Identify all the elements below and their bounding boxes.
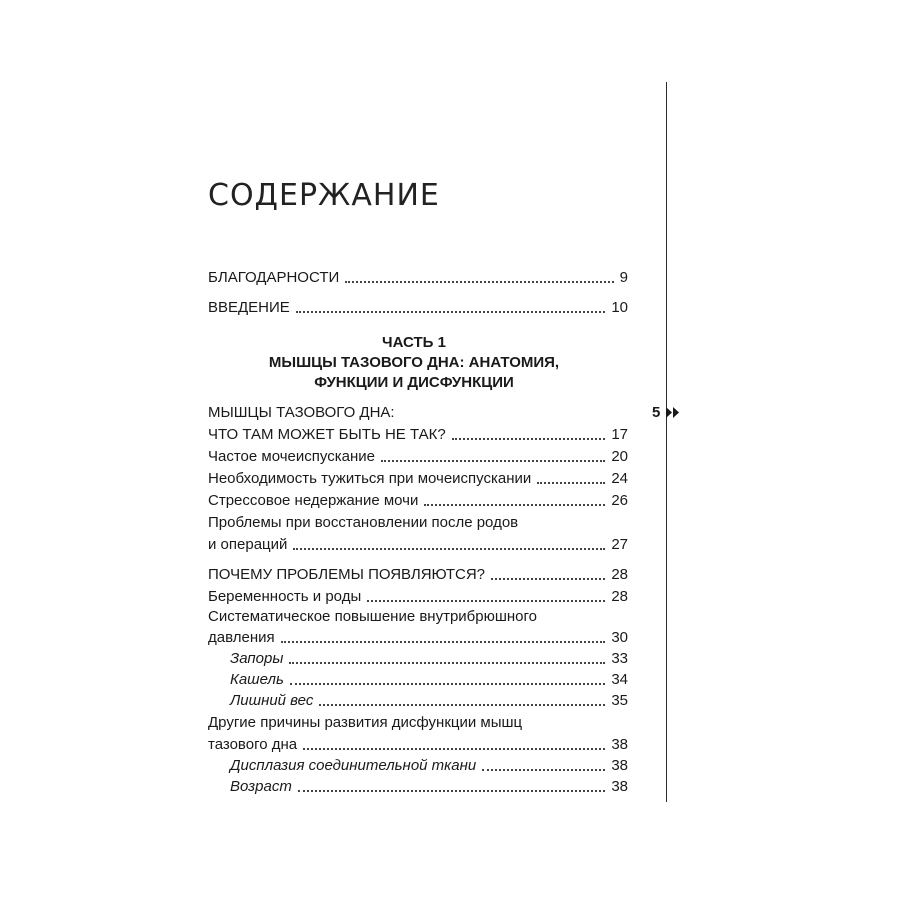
toc-subentry[interactable] xyxy=(230,648,628,670)
page-title: СОДЕРЖАНИЕ xyxy=(208,178,440,213)
dot-leader xyxy=(293,548,605,550)
dot-leader xyxy=(296,311,606,313)
toc-entry-label: давления xyxy=(208,629,275,646)
dot-leader xyxy=(298,790,605,792)
toc-entry-label: Беременность и роды xyxy=(208,588,362,605)
toc-entry-label-line: Другие причины развития дисфункции мышц xyxy=(208,714,523,731)
dot-leader xyxy=(303,748,605,750)
dot-leader xyxy=(290,683,605,685)
dot-leader xyxy=(491,578,605,580)
toc-entry[interactable] xyxy=(208,267,628,289)
dot-leader xyxy=(482,769,605,771)
toc-entry-label: Частое мочеиспускание xyxy=(208,448,375,465)
toc-subentry[interactable] xyxy=(230,776,628,798)
toc-entry-label: Кашель xyxy=(230,671,284,688)
toc-entry[interactable] xyxy=(208,627,628,649)
dot-leader xyxy=(424,504,605,506)
toc-entry-label: Стрессовое недержание мочи xyxy=(208,492,419,509)
toc-entry-label: Возраст xyxy=(230,778,292,795)
dot-leader xyxy=(281,641,606,643)
toc-entry-label: Лишний вес xyxy=(230,692,314,709)
toc-entry-label: ЧТО ТАМ МОЖЕТ БЫТЬ НЕ ТАК? xyxy=(208,426,446,443)
dot-leader xyxy=(381,460,605,462)
toc-entry-label-line: Проблемы при восстановлении после родов xyxy=(208,514,519,531)
dot-leader xyxy=(289,662,605,664)
toc-entry[interactable] xyxy=(208,734,628,756)
page-number: 5 xyxy=(652,404,661,421)
toc-entry[interactable] xyxy=(208,564,628,586)
toc-entry-page: 10 xyxy=(611,299,628,316)
toc-entry-page: 35 xyxy=(611,692,628,709)
toc-entry-page: 17 xyxy=(611,426,628,443)
toc-entry-page: 28 xyxy=(611,566,628,583)
toc-entry-label: БЛАГОДАРНОСТИ xyxy=(208,269,340,286)
toc-entry-page: 38 xyxy=(611,757,628,774)
toc-entry-page: 28 xyxy=(611,588,628,605)
toc-subentry[interactable] xyxy=(230,669,628,691)
toc-entry-label: Необходимость тужиться при мочеиспускании xyxy=(208,470,532,487)
toc-entry[interactable] xyxy=(208,446,628,468)
toc-entry[interactable] xyxy=(208,424,628,446)
toc-entry-page: 38 xyxy=(611,778,628,795)
toc-entry-label: и операций xyxy=(208,536,288,553)
toc-entry-page: 34 xyxy=(611,671,628,688)
toc-subentry[interactable] xyxy=(230,755,628,777)
toc-entry-page: 33 xyxy=(611,650,628,667)
toc-entry[interactable] xyxy=(208,297,628,319)
dot-leader xyxy=(367,600,605,602)
dot-leader xyxy=(319,704,605,706)
dot-leader xyxy=(537,482,605,484)
dot-leader xyxy=(345,281,613,283)
toc-entry-page: 38 xyxy=(611,736,628,753)
toc-entry[interactable] xyxy=(208,490,628,512)
toc-entry-label: ПОЧЕМУ ПРОБЛЕМЫ ПОЯВЛЯЮТСЯ? xyxy=(208,566,486,583)
toc-entry-label-line: Систематическое повышение внутрибрюшного xyxy=(208,608,538,625)
toc-entry[interactable] xyxy=(208,586,628,608)
toc-entry-label: тазового дна xyxy=(208,736,298,753)
part-number: ЧАСТЬ 1 xyxy=(382,334,446,351)
toc-entry-page: 9 xyxy=(619,269,628,286)
part-title-line: ФУНКЦИИ И ДИСФУНКЦИИ xyxy=(314,374,514,391)
toc-entry[interactable] xyxy=(208,468,628,490)
toc-entry-label: Запоры xyxy=(230,650,284,667)
toc-subentry[interactable] xyxy=(230,690,628,712)
toc-entry-label: ВВЕДЕНИЕ xyxy=(208,299,290,316)
toc-entry-page: 26 xyxy=(611,492,628,509)
toc-entry[interactable] xyxy=(208,534,628,556)
toc-entry-page: 20 xyxy=(611,448,628,465)
dot-leader xyxy=(452,438,606,440)
toc-entry-label: Дисплазия соединительной ткани xyxy=(230,757,477,774)
toc-entry-page: 27 xyxy=(611,536,628,553)
toc-entry-page: 24 xyxy=(611,470,628,487)
toc-entry-page: 30 xyxy=(611,629,628,646)
part-title-line: МЫШЦЫ ТАЗОВОГО ДНА: АНАТОМИЯ, xyxy=(268,354,560,371)
section-heading: МЫШЦЫ ТАЗОВОГО ДНА: xyxy=(208,404,395,421)
